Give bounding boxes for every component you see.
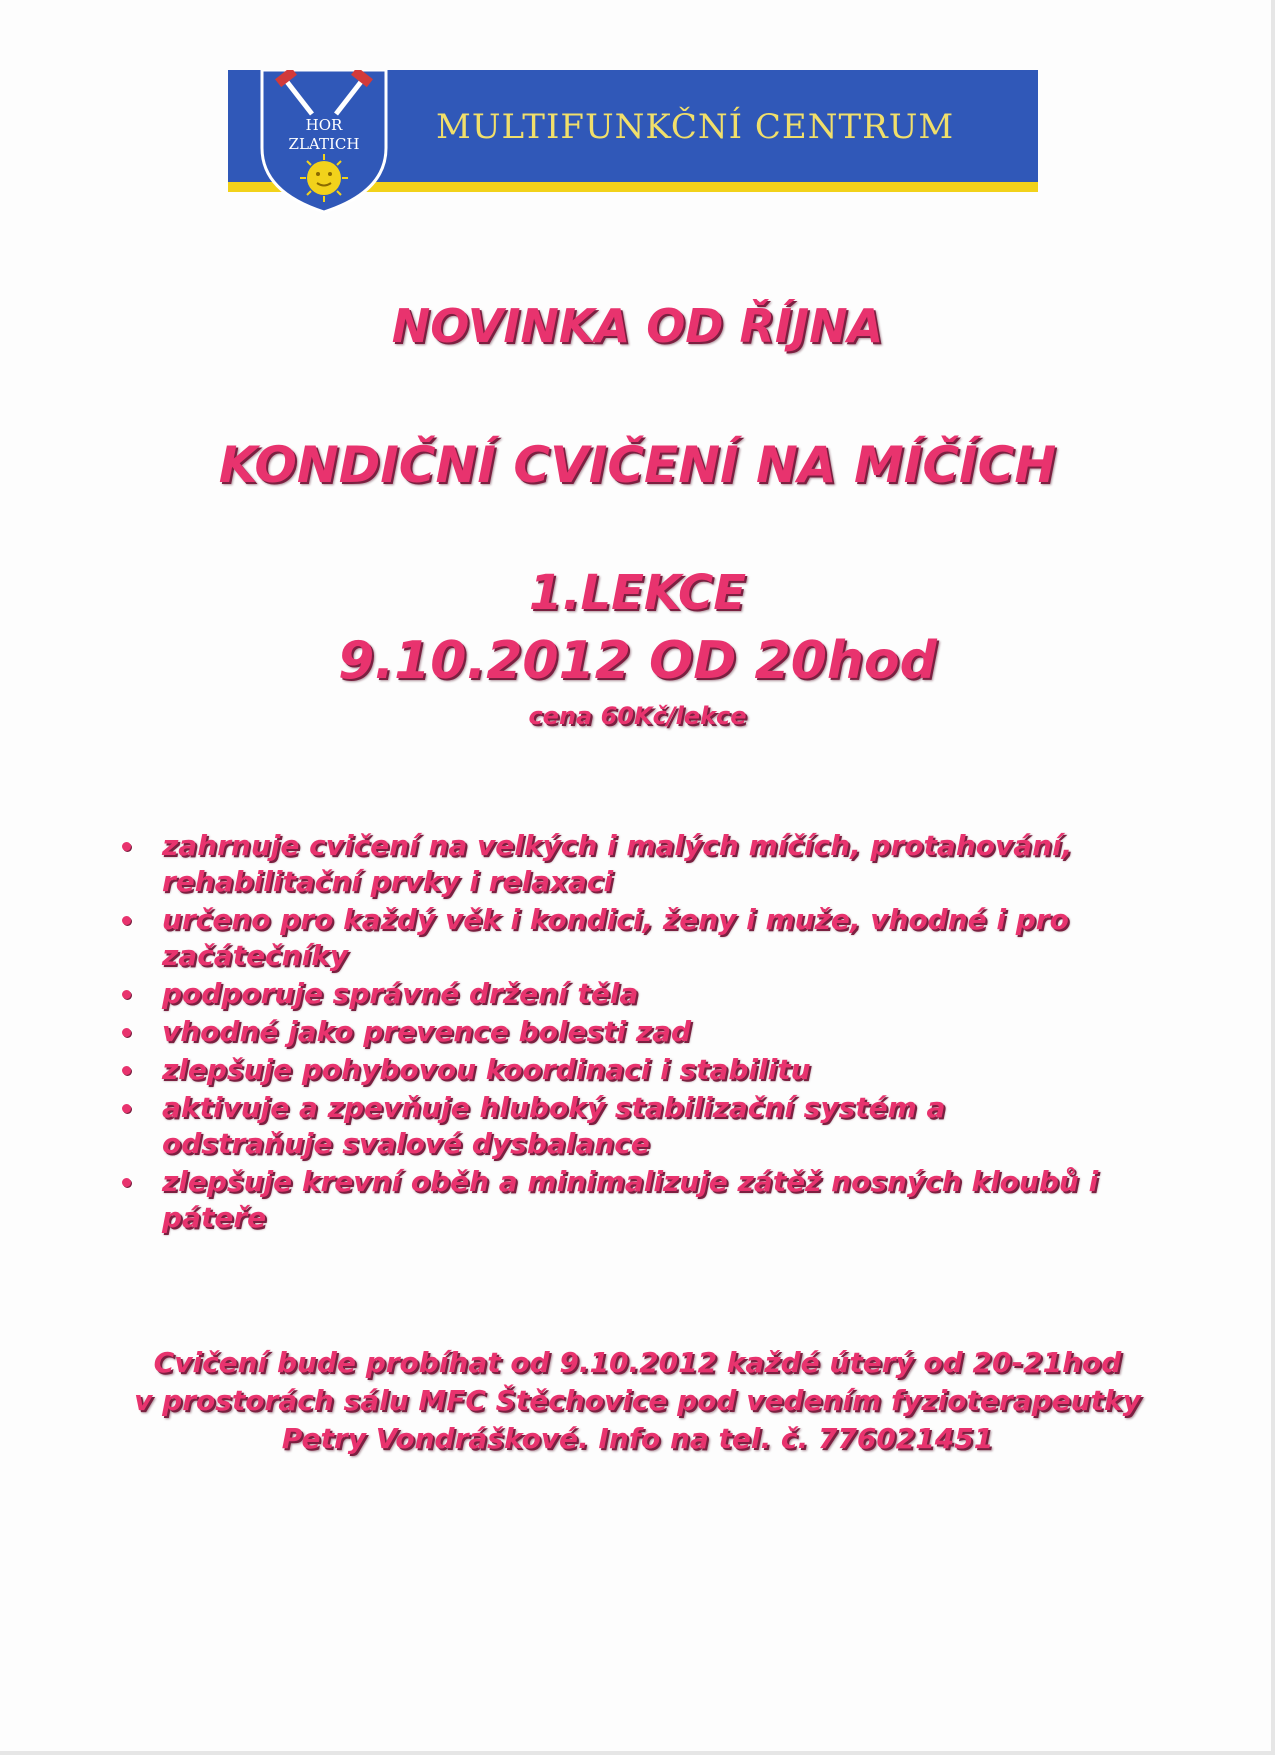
list-item — [118, 1052, 1118, 1088]
list-item — [118, 828, 1118, 900]
scan-edge-bottom — [0, 1751, 1275, 1755]
list-item-text: zlepšuje krevní oběh a minimalizuje zátěž nosných kloubů i páteře — [162, 1165, 1099, 1234]
footer-line-contact: Petry Vondráškové. Info na tel. č. 776021451 — [281, 1422, 994, 1455]
bullet-icon — [122, 842, 131, 851]
event-date: 9.10.2012 OD 20hod — [338, 631, 937, 691]
svg-text:ZLATICH: ZLATICH — [288, 135, 360, 153]
headline: NOVINKA OD ŘÍJNA — [391, 299, 884, 353]
bullet-icon — [122, 990, 131, 999]
list-item-text: podporuje správné držení těla — [162, 977, 639, 1010]
bullet-icon — [122, 1178, 131, 1187]
town-crest-logo — [256, 70, 392, 215]
bullet-icon — [122, 1028, 131, 1037]
list-item — [118, 976, 1118, 1012]
lesson-label: 1.LEKCE — [528, 565, 747, 621]
price-label: cena 60Kč/lekce — [528, 702, 747, 730]
banner-title: MULTIFUNKČNÍ CENTRUM — [436, 107, 955, 147]
bullet-icon — [122, 1104, 131, 1113]
footer-line-schedule: Cvičení bude probíhat od 9.10.2012 každé úterý od 20-21hod — [153, 1346, 1122, 1379]
subheadline: KONDIČNÍ CVIČENÍ NA MÍČÍCH — [218, 436, 1057, 494]
list-item — [118, 1090, 1118, 1162]
list-item — [118, 1014, 1118, 1050]
list-item-text: aktivuje a zpevňuje hluboký stabilizační systém a odstraňuje svalové dysbalance — [162, 1091, 946, 1160]
header-banner — [228, 70, 1038, 192]
list-item-text: vhodné jako prevence bolesti zad — [162, 1015, 692, 1048]
footer-info — [80, 1344, 1195, 1458]
bullet-icon — [122, 1066, 131, 1075]
list-item-text: zahrnuje cvičení na velkých i malých míčích, protahování, rehabilitační prvky i relaxaci — [162, 829, 1073, 898]
bullet-icon — [122, 916, 131, 925]
list-item — [118, 902, 1118, 974]
list-item-text: určeno pro každý věk i kondici, ženy i muže, vhodné i pro začátečníky — [162, 903, 1069, 972]
scan-edge-right — [1271, 0, 1275, 1755]
list-item — [118, 1164, 1118, 1236]
benefits-list — [118, 828, 1118, 1238]
list-item-text: zlepšuje pohybovou koordinaci i stabilitu — [162, 1053, 811, 1086]
footer-line-venue: v prostorách sálu MFC Štěchovice pod vedením fyzioterapeutky — [134, 1384, 1141, 1417]
svg-text:HOR: HOR — [305, 116, 343, 134]
